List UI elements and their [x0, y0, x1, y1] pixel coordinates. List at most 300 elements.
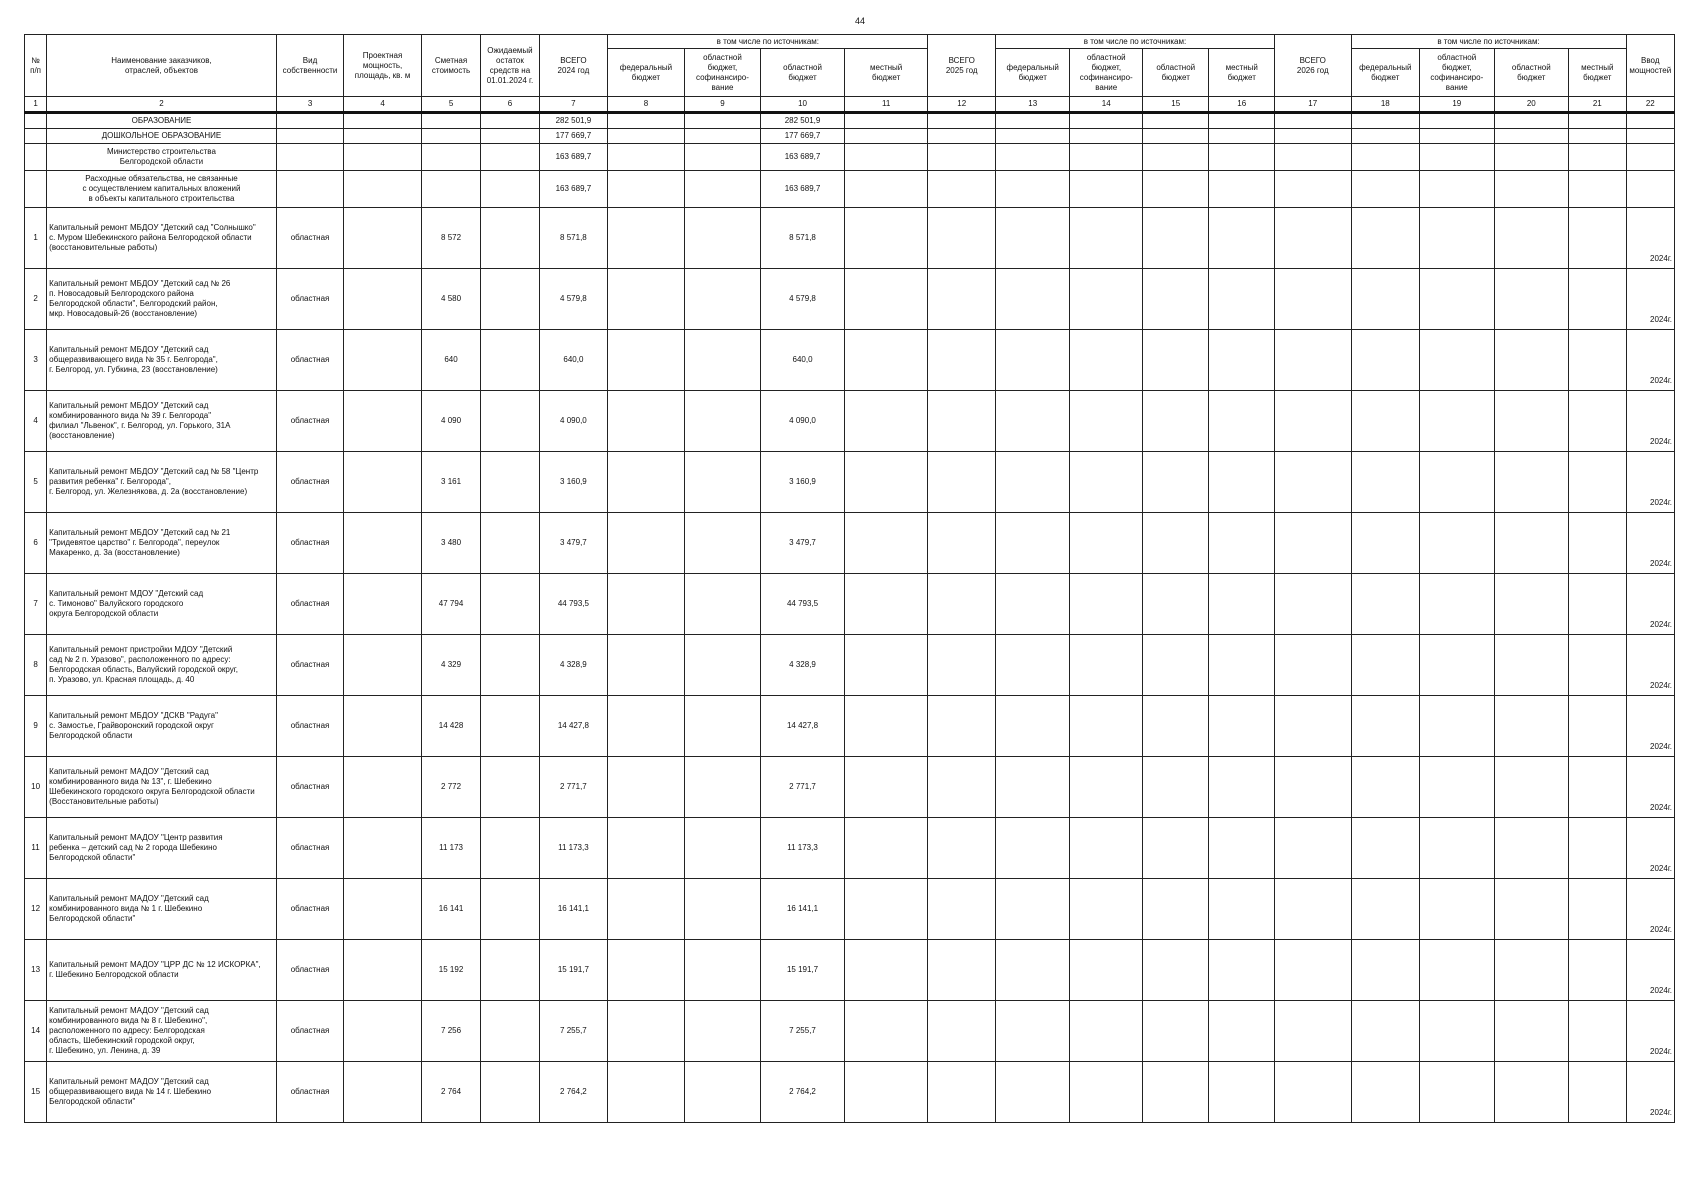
empty-cell	[684, 635, 761, 696]
total-2024: 4 090,0	[539, 391, 607, 452]
row-number: 6	[25, 513, 47, 574]
empty-cell	[344, 269, 422, 330]
empty-cell	[421, 144, 480, 171]
column-number: 15	[1143, 97, 1209, 113]
empty-cell	[344, 391, 422, 452]
empty-cell	[1351, 635, 1419, 696]
column-numbers-row	[25, 97, 1675, 113]
empty-cell	[276, 129, 343, 144]
empty-cell	[608, 696, 685, 757]
empty-cell	[995, 757, 1070, 818]
empty-cell	[344, 818, 422, 879]
empty-cell	[481, 879, 539, 940]
empty-cell	[1070, 171, 1143, 208]
empty-cell	[1494, 1001, 1569, 1062]
empty-cell	[1209, 113, 1275, 129]
empty-cell	[1143, 208, 1209, 269]
regional-budget-2024: 4 090,0	[761, 391, 845, 452]
commissioning-year: 2024г.	[1626, 1062, 1674, 1123]
empty-cell	[481, 1062, 539, 1123]
subheader-local: местный бюджет	[1209, 49, 1275, 97]
empty-cell	[1070, 129, 1143, 144]
empty-cell	[1209, 330, 1275, 391]
empty-cell	[995, 574, 1070, 635]
empty-cell	[1420, 269, 1495, 330]
empty-cell	[1494, 635, 1569, 696]
empty-cell	[1209, 391, 1275, 452]
empty-cell	[1143, 269, 1209, 330]
empty-cell	[928, 635, 995, 696]
empty-cell	[1351, 208, 1419, 269]
empty-cell	[1070, 1001, 1143, 1062]
table-row	[25, 208, 1675, 269]
subheader-regional: областной бюджет	[1494, 49, 1569, 97]
empty-cell	[995, 818, 1070, 879]
subheader-local: местный бюджет	[1569, 49, 1626, 97]
table-row	[25, 330, 1675, 391]
ownership-type: областная	[276, 757, 343, 818]
empty-cell	[1070, 513, 1143, 574]
subheader-regional: областной бюджет	[761, 49, 845, 97]
estimate-cost: 7 256	[421, 1001, 480, 1062]
empty-cell	[1274, 574, 1351, 635]
empty-cell	[928, 1001, 995, 1062]
empty-cell	[481, 818, 539, 879]
row-number: 5	[25, 452, 47, 513]
empty-cell	[344, 574, 422, 635]
empty-cell	[1351, 171, 1419, 208]
ownership-type: областная	[276, 208, 343, 269]
empty-cell	[1351, 696, 1419, 757]
summary-total: 177 669,7	[539, 129, 607, 144]
empty-cell	[1274, 113, 1351, 129]
empty-cell	[1274, 1001, 1351, 1062]
empty-cell	[684, 696, 761, 757]
empty-cell	[928, 208, 995, 269]
regional-budget-2024: 4 579,8	[761, 269, 845, 330]
empty-cell	[25, 171, 47, 208]
subheader-regional-cofin: областной бюджет, софинансиро- вание	[684, 49, 761, 97]
empty-cell	[481, 635, 539, 696]
empty-cell	[1274, 269, 1351, 330]
empty-cell	[928, 452, 995, 513]
empty-cell	[928, 269, 995, 330]
object-name: Капитальный ремонт МДОУ "Детский сад с. Тимоново" Валуйского городского округа Белгородской области	[47, 574, 277, 635]
empty-cell	[1209, 144, 1275, 171]
empty-cell	[481, 1001, 539, 1062]
empty-cell	[1351, 1062, 1419, 1123]
empty-cell	[608, 452, 685, 513]
empty-cell	[928, 574, 995, 635]
empty-cell	[995, 171, 1070, 208]
total-2024: 3 160,9	[539, 452, 607, 513]
empty-cell	[995, 129, 1070, 144]
empty-cell	[1070, 940, 1143, 1001]
empty-cell	[1420, 635, 1495, 696]
object-name: Капитальный ремонт пристройки МДОУ "Детский сад № 2 п. Уразово", расположенного по адресу: Белгородская область, Валуйский городской округ, п. Уразово, ул. Красная площадь, д. 40	[47, 635, 277, 696]
header-num: № п/п	[25, 35, 47, 97]
empty-cell	[1420, 1062, 1495, 1123]
empty-cell	[1420, 452, 1495, 513]
empty-cell	[481, 171, 539, 208]
estimate-cost: 640	[421, 330, 480, 391]
empty-cell	[1494, 113, 1569, 129]
total-2024: 4 579,8	[539, 269, 607, 330]
empty-cell	[928, 879, 995, 940]
total-2024: 15 191,7	[539, 940, 607, 1001]
commissioning-year: 2024г.	[1626, 208, 1674, 269]
empty-cell	[844, 129, 928, 144]
empty-cell	[481, 513, 539, 574]
object-name: Капитальный ремонт МБДОУ "Детский сад комбинированного вида № 39 г. Белгорода" филиал "Львенок", г. Белгород, ул. Горького, 31А (восстановление)	[47, 391, 277, 452]
empty-cell	[1494, 391, 1569, 452]
empty-cell	[1143, 757, 1209, 818]
empty-cell	[1143, 696, 1209, 757]
empty-cell	[344, 144, 422, 171]
page-number: 44	[854, 16, 865, 26]
empty-cell	[481, 940, 539, 1001]
empty-cell	[1569, 452, 1626, 513]
header-capacity: Проектная мощность, площадь, кв. м	[344, 35, 422, 97]
empty-cell	[1274, 452, 1351, 513]
empty-cell	[608, 269, 685, 330]
empty-cell	[1070, 269, 1143, 330]
column-number: 20	[1494, 97, 1569, 113]
empty-cell	[608, 818, 685, 879]
empty-cell	[928, 113, 995, 129]
empty-cell	[1351, 144, 1419, 171]
column-number: 2	[47, 97, 277, 113]
empty-cell	[1209, 940, 1275, 1001]
summary-total: 282 501,9	[539, 113, 607, 129]
empty-cell	[928, 330, 995, 391]
empty-cell	[1143, 144, 1209, 171]
empty-cell	[844, 818, 928, 879]
empty-cell	[995, 696, 1070, 757]
empty-cell	[344, 879, 422, 940]
empty-cell	[1420, 171, 1495, 208]
empty-cell	[1494, 940, 1569, 1001]
empty-cell	[1209, 574, 1275, 635]
subheader-regional-cofin: областной бюджет, софинансиро- вание	[1070, 49, 1143, 97]
empty-cell	[1351, 113, 1419, 129]
empty-cell	[1070, 113, 1143, 129]
empty-cell	[1569, 940, 1626, 1001]
empty-cell	[344, 696, 422, 757]
empty-cell	[1070, 144, 1143, 171]
empty-cell	[421, 129, 480, 144]
empty-cell	[1351, 879, 1419, 940]
summary-row	[25, 171, 1675, 208]
empty-cell	[928, 696, 995, 757]
empty-cell	[1143, 113, 1209, 129]
empty-cell	[1494, 574, 1569, 635]
column-number: 22	[1626, 97, 1674, 113]
estimate-cost: 4 329	[421, 635, 480, 696]
empty-cell	[1143, 879, 1209, 940]
commissioning-year: 2024г.	[1626, 757, 1674, 818]
empty-cell	[1569, 818, 1626, 879]
estimate-cost: 16 141	[421, 879, 480, 940]
column-number: 6	[481, 97, 539, 113]
empty-cell	[25, 113, 47, 129]
commissioning-year: 2024г.	[1626, 818, 1674, 879]
empty-cell	[1143, 391, 1209, 452]
row-number: 2	[25, 269, 47, 330]
empty-cell	[928, 513, 995, 574]
empty-cell	[1569, 635, 1626, 696]
empty-cell	[684, 171, 761, 208]
subheader-local: местный бюджет	[844, 49, 928, 97]
empty-cell	[1274, 129, 1351, 144]
object-name: Капитальный ремонт МАДОУ "ЦРР ДС № 12 ИСКОРКА", г. Шебекино Белгородской области	[47, 940, 277, 1001]
commissioning-year: 2024г.	[1626, 879, 1674, 940]
empty-cell	[928, 940, 995, 1001]
empty-cell	[1494, 818, 1569, 879]
empty-cell	[1209, 635, 1275, 696]
empty-cell	[684, 391, 761, 452]
header-commissioning: Ввод мощностей	[1626, 35, 1674, 97]
empty-cell	[1070, 879, 1143, 940]
header-sources-2026: в том числе по источникам:	[1351, 35, 1626, 49]
empty-cell	[1420, 513, 1495, 574]
object-name: Капитальный ремонт МБДОУ "Детский сад общеразвивающего вида № 35 г. Белгорода", г. Белгород, ул. Губкина, 23 (восстановление)	[47, 330, 277, 391]
empty-cell	[481, 144, 539, 171]
empty-cell	[421, 113, 480, 129]
empty-cell	[1494, 757, 1569, 818]
empty-cell	[1494, 879, 1569, 940]
header-total-2024: ВСЕГО 2024 год	[539, 35, 607, 97]
empty-cell	[1569, 696, 1626, 757]
ownership-type: областная	[276, 574, 343, 635]
empty-cell	[844, 330, 928, 391]
subheader-federal: федеральный бюджет	[995, 49, 1070, 97]
total-2024: 11 173,3	[539, 818, 607, 879]
regional-budget-2024: 2 771,7	[761, 757, 845, 818]
empty-cell	[1494, 696, 1569, 757]
object-name: Капитальный ремонт МБДОУ "Детский сад № 26 п. Новосадовый Белгородского района Белгородской области", Белгородский район, мкр. Новосадовый-26 (восстановление)	[47, 269, 277, 330]
empty-cell	[1209, 208, 1275, 269]
summary-regional: 177 669,7	[761, 129, 845, 144]
ownership-type: областная	[276, 940, 343, 1001]
column-number: 10	[761, 97, 845, 113]
empty-cell	[608, 391, 685, 452]
object-name: Капитальный ремонт МБДОУ "Детский сад "Солнышко" с. Муром Шебекинского района Белгородской области (восстановительные работы)	[47, 208, 277, 269]
empty-cell	[1351, 574, 1419, 635]
empty-cell	[684, 757, 761, 818]
empty-cell	[844, 513, 928, 574]
summary-total: 163 689,7	[539, 144, 607, 171]
summary-row	[25, 129, 1675, 144]
empty-cell	[995, 144, 1070, 171]
empty-cell	[928, 757, 995, 818]
empty-cell	[995, 269, 1070, 330]
total-2024: 7 255,7	[539, 1001, 607, 1062]
empty-cell	[928, 391, 995, 452]
summary-regional: 282 501,9	[761, 113, 845, 129]
subheader-federal: федеральный бюджет	[1351, 49, 1419, 97]
empty-cell	[608, 129, 685, 144]
empty-cell	[1569, 330, 1626, 391]
empty-cell	[1569, 269, 1626, 330]
summary-regional: 163 689,7	[761, 171, 845, 208]
empty-cell	[844, 144, 928, 171]
empty-cell	[1569, 171, 1626, 208]
empty-cell	[1569, 757, 1626, 818]
ownership-type: областная	[276, 635, 343, 696]
empty-cell	[1494, 1062, 1569, 1123]
column-number: 4	[344, 97, 422, 113]
empty-cell	[684, 940, 761, 1001]
empty-cell	[844, 879, 928, 940]
empty-cell	[1209, 452, 1275, 513]
empty-cell	[1143, 574, 1209, 635]
empty-cell	[1274, 757, 1351, 818]
regional-budget-2024: 8 571,8	[761, 208, 845, 269]
estimate-cost: 3 161	[421, 452, 480, 513]
header-sources-2024: в том числе по источникам:	[608, 35, 928, 49]
empty-cell	[995, 635, 1070, 696]
empty-cell	[1070, 452, 1143, 513]
empty-cell	[844, 696, 928, 757]
total-2024: 2 771,7	[539, 757, 607, 818]
empty-cell	[1569, 574, 1626, 635]
empty-cell	[1209, 1001, 1275, 1062]
total-2024: 14 427,8	[539, 696, 607, 757]
commissioning-year: 2024г.	[1626, 696, 1674, 757]
empty-cell	[608, 330, 685, 391]
empty-cell	[608, 144, 685, 171]
table-row	[25, 574, 1675, 635]
object-name: Капитальный ремонт МАДОУ "Детский сад комбинированного вида № 13", г. Шебекино Шебекинского городского округа Белгородской области (Восстановительные работы)	[47, 757, 277, 818]
empty-cell	[1569, 1001, 1626, 1062]
estimate-cost: 4 090	[421, 391, 480, 452]
empty-cell	[995, 1001, 1070, 1062]
table-row	[25, 1001, 1675, 1062]
commissioning-year: 2024г.	[1626, 452, 1674, 513]
row-number: 1	[25, 208, 47, 269]
empty-cell	[684, 144, 761, 171]
empty-cell	[844, 574, 928, 635]
total-2024: 8 571,8	[539, 208, 607, 269]
empty-cell	[844, 757, 928, 818]
summary-label: Расходные обязательства, не связанные с осуществлением капитальных вложений в объекты капитального строительства	[47, 171, 277, 208]
column-number: 7	[539, 97, 607, 113]
empty-cell	[1143, 818, 1209, 879]
empty-cell	[1420, 757, 1495, 818]
empty-cell	[1351, 269, 1419, 330]
empty-cell	[1274, 513, 1351, 574]
empty-cell	[481, 208, 539, 269]
empty-cell	[1143, 513, 1209, 574]
ownership-type: областная	[276, 818, 343, 879]
empty-cell	[481, 269, 539, 330]
empty-cell	[995, 879, 1070, 940]
empty-cell	[1569, 208, 1626, 269]
empty-cell	[344, 113, 422, 129]
row-number: 15	[25, 1062, 47, 1123]
empty-cell	[684, 113, 761, 129]
empty-cell	[276, 171, 343, 208]
object-name: Капитальный ремонт МБДОУ "ДСКВ "Радуга" с. Замостье, Грайворонский городской округ Белгородской области	[47, 696, 277, 757]
empty-cell	[276, 113, 343, 129]
estimate-cost: 47 794	[421, 574, 480, 635]
empty-cell	[844, 1001, 928, 1062]
total-2024: 3 479,7	[539, 513, 607, 574]
empty-cell	[995, 1062, 1070, 1123]
row-number: 13	[25, 940, 47, 1001]
table-row	[25, 757, 1675, 818]
empty-cell	[1274, 208, 1351, 269]
empty-cell	[684, 269, 761, 330]
commissioning-year: 2024г.	[1626, 330, 1674, 391]
empty-cell	[1351, 1001, 1419, 1062]
commissioning-year: 2024г.	[1626, 391, 1674, 452]
table-row	[25, 696, 1675, 757]
empty-cell	[684, 330, 761, 391]
empty-cell	[608, 635, 685, 696]
empty-cell	[1351, 452, 1419, 513]
header-sources-2025: в том числе по источникам:	[995, 35, 1274, 49]
empty-cell	[344, 1001, 422, 1062]
object-name: Капитальный ремонт МАДОУ "Детский сад комбинированного вида № 8 г. Шебекино", расположенного по адресу: Белгородская область, Шебекинский городской округ, г. Шебекино, ул. Ленина, д. 39	[47, 1001, 277, 1062]
empty-cell	[844, 940, 928, 1001]
empty-cell	[344, 757, 422, 818]
empty-cell	[1209, 757, 1275, 818]
empty-cell	[995, 940, 1070, 1001]
empty-cell	[1569, 113, 1626, 129]
empty-cell	[844, 1062, 928, 1123]
row-number: 9	[25, 696, 47, 757]
empty-cell	[1626, 129, 1674, 144]
empty-cell	[684, 1001, 761, 1062]
empty-cell	[608, 940, 685, 1001]
commissioning-year: 2024г.	[1626, 269, 1674, 330]
empty-cell	[1420, 940, 1495, 1001]
empty-cell	[844, 208, 928, 269]
empty-cell	[1420, 113, 1495, 129]
table-row	[25, 269, 1675, 330]
empty-cell	[1569, 144, 1626, 171]
empty-cell	[1070, 635, 1143, 696]
empty-cell	[421, 171, 480, 208]
estimate-cost: 11 173	[421, 818, 480, 879]
empty-cell	[1143, 330, 1209, 391]
empty-cell	[1351, 330, 1419, 391]
regional-budget-2024: 3 160,9	[761, 452, 845, 513]
column-number: 17	[1274, 97, 1351, 113]
empty-cell	[1420, 818, 1495, 879]
summary-label: ОБРАЗОВАНИЕ	[47, 113, 277, 129]
empty-cell	[928, 1062, 995, 1123]
column-number: 1	[25, 97, 47, 113]
empty-cell	[1494, 513, 1569, 574]
empty-cell	[1274, 144, 1351, 171]
empty-cell	[844, 391, 928, 452]
empty-cell	[608, 1062, 685, 1123]
regional-budget-2024: 4 328,9	[761, 635, 845, 696]
table-row	[25, 391, 1675, 452]
table-row	[25, 513, 1675, 574]
empty-cell	[844, 113, 928, 129]
empty-cell	[1209, 879, 1275, 940]
column-number: 3	[276, 97, 343, 113]
empty-cell	[1351, 513, 1419, 574]
header-total-2025: ВСЕГО 2025 год	[928, 35, 995, 97]
object-name: Капитальный ремонт МАДОУ "Центр развития ребенка – детский сад № 2 города Шебекино Белгородской области"	[47, 818, 277, 879]
regional-budget-2024: 7 255,7	[761, 1001, 845, 1062]
column-number: 14	[1070, 97, 1143, 113]
